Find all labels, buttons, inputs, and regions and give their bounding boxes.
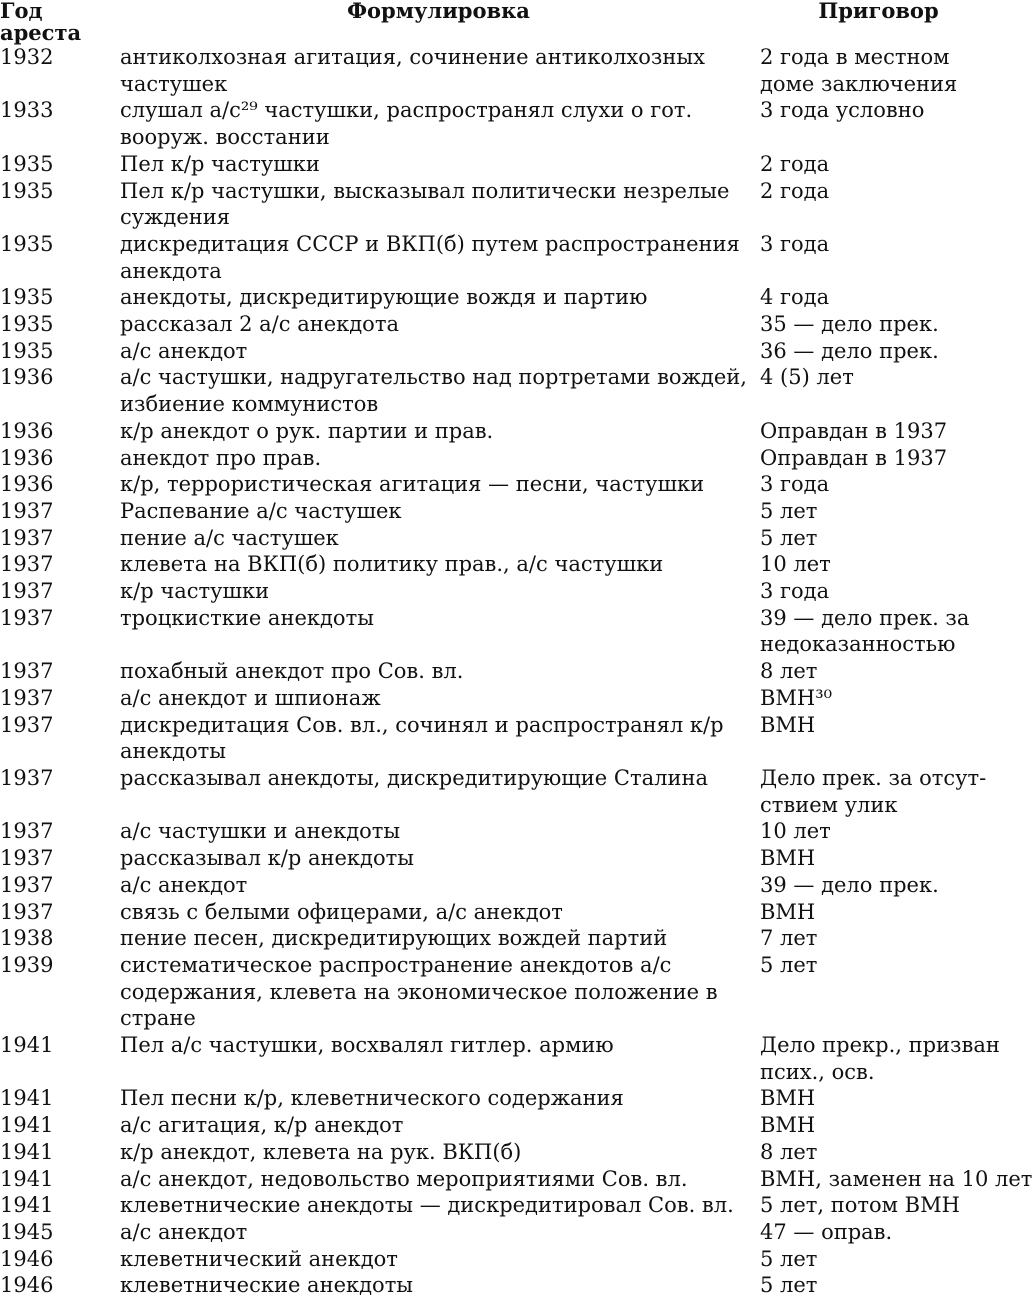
table-row [0, 284, 1000, 311]
cell-formulation: антиколхозная агитация, сочинение антиколхозных частушек [120, 45, 705, 96]
cell-year: 1941 [0, 1113, 54, 1138]
cell-sentence: 3 года [760, 579, 830, 604]
cell-formulation: к/р анекдот о рук. партии и прав. [120, 418, 494, 443]
table-row [0, 445, 1000, 472]
header-row [0, 0, 1000, 44]
cell-formulation: анекдот про прав. [120, 445, 322, 470]
table-row [0, 1032, 1000, 1085]
cell-formulation: слушал а/с²⁹ частушки, распространял слухи о гот. вооруж. восстании [120, 98, 693, 150]
cell-sentence: 5 лет, потом ВМН [760, 1193, 960, 1218]
cell-year: 1945 [0, 1219, 54, 1244]
cell-formulation: клеветнический анекдот [120, 1246, 398, 1271]
cell-formulation: к/р частушки [120, 579, 270, 604]
header-year: Год ареста [0, 0, 82, 45]
cell-sentence: ВМН³⁰ [760, 685, 833, 710]
cell-year: 1936 [0, 365, 54, 390]
cell-sentence: 8 лет [760, 659, 818, 684]
table-row [0, 845, 1000, 872]
cell-year: 1937 [0, 819, 54, 844]
cell-year: 1938 [0, 926, 54, 951]
cell-year: 1939 [0, 952, 54, 977]
table-row [0, 925, 1000, 952]
cell-formulation: а/с анекдот [120, 338, 248, 363]
cell-sentence: ВМН [760, 1113, 816, 1138]
cell-year: 1937 [0, 685, 54, 710]
cell-year: 1936 [0, 472, 54, 497]
cell-formulation: а/с анекдот [120, 872, 248, 897]
cell-year: 1937 [0, 765, 54, 790]
cell-sentence: 7 лет [760, 926, 818, 951]
table-row [0, 231, 1000, 284]
cell-sentence: ВМН [760, 712, 816, 737]
table-row [0, 658, 1000, 685]
cell-formulation: троцкисткие анекдоты [120, 605, 374, 630]
cell-formulation: пение а/с частушек [120, 525, 339, 550]
table-row [0, 97, 1000, 150]
table-row [0, 1192, 1000, 1219]
cell-sentence: Дело прек. за отсут- ствием улик [760, 765, 987, 817]
cell-year: 1933 [0, 98, 54, 123]
table-row [0, 578, 1000, 605]
cell-sentence: 5 лет [760, 1273, 818, 1298]
cell-sentence: 4 года [760, 285, 830, 310]
cell-sentence: ВМН [760, 1086, 816, 1111]
cell-formulation: Пел песни к/р, клеветнического содержания [120, 1086, 624, 1111]
table-row [0, 471, 1000, 498]
cell-year: 1936 [0, 418, 54, 443]
cell-sentence: 10 лет [760, 819, 831, 844]
cell-year: 1937 [0, 659, 54, 684]
cell-formulation: а/с частушки, надругательство над портретами вождей, избиение коммунистов [120, 365, 747, 417]
header-sentence: Приговор [818, 0, 939, 23]
cell-formulation: рассказывал к/р анекдоты [120, 846, 414, 871]
table-body [0, 44, 1032, 1299]
cell-year: 1941 [0, 1033, 54, 1058]
table-row [0, 364, 1000, 417]
cell-formulation: клеветнические анекдоты [120, 1273, 414, 1298]
cell-sentence: 2 года в местном доме заключения [760, 45, 958, 96]
cell-formulation: дискредитация СССР и ВКП(б) путем распространения анекдота [120, 231, 740, 283]
table-row [0, 765, 1000, 818]
cell-sentence: Дело прекр., призван псих., осв. [760, 1033, 1000, 1084]
cell-sentence: 3 года [760, 472, 830, 497]
cell-formulation: к/р, террористическая агитация — песни, частушки [120, 472, 705, 497]
cell-year: 1946 [0, 1246, 54, 1271]
table-row [0, 605, 1000, 658]
cell-year: 1937 [0, 872, 54, 897]
cell-formulation: анекдоты, дискредитирующие вождя и партию [120, 285, 648, 310]
cell-sentence: ВМН [760, 846, 816, 871]
cell-sentence: Оправдан в 1937 [760, 445, 948, 470]
cell-year: 1935 [0, 178, 54, 203]
cell-formulation: систематическое распространение анекдотов а/с содержания, клевета на экономическое положение в стране [120, 952, 718, 1031]
cell-formulation: связь с белыми офицерами, а/с анекдот [120, 899, 563, 924]
cell-formulation: пение песен, дискредитирующих вождей партий [120, 926, 668, 951]
cell-sentence: 5 лет [760, 952, 818, 977]
cell-sentence: 5 лет [760, 1246, 818, 1271]
table-header [0, 0, 1000, 44]
cell-year: 1941 [0, 1166, 54, 1191]
table-row [0, 1272, 1000, 1299]
table-row [0, 1112, 1000, 1139]
cell-sentence: 3 года [760, 231, 830, 256]
table-row [0, 1219, 1000, 1246]
header-formulation: Формулировка [347, 0, 530, 23]
table-row [0, 525, 1000, 552]
table-row [0, 1246, 1000, 1273]
table-row [0, 1085, 1000, 1112]
table-row [0, 338, 1000, 365]
cell-year: 1936 [0, 445, 54, 470]
table-row [0, 551, 1000, 578]
cell-sentence: 35 — дело прек. [760, 312, 939, 337]
cell-year: 1935 [0, 285, 54, 310]
cell-formulation: дискредитация Сов. вл., сочинял и распространял к/р анекдоты [120, 712, 724, 764]
cell-year: 1935 [0, 151, 54, 176]
cell-sentence: 39 — дело прек. за недоказанностью [760, 605, 970, 657]
cell-sentence: 36 — дело прек. [760, 338, 939, 363]
cell-formulation: похабный анекдот про Сов. вл. [120, 659, 464, 684]
cell-sentence: 2 года [760, 151, 830, 176]
table-row [0, 151, 1000, 178]
cell-year: 1937 [0, 899, 54, 924]
cell-year: 1946 [0, 1273, 54, 1298]
cell-year: 1941 [0, 1086, 54, 1111]
cell-year: 1937 [0, 552, 54, 577]
cell-sentence: ВМН, заменен на 10 лет [760, 1166, 1032, 1191]
cell-year: 1932 [0, 45, 54, 69]
cell-formulation: Пел к/р частушки, высказывал политически незрелые суждения [120, 178, 730, 230]
table-row [0, 712, 1000, 765]
cell-formulation: Пел к/р частушки [120, 151, 320, 176]
table-row [0, 44, 1000, 97]
cell-sentence: 2 года [760, 178, 830, 203]
table-row [0, 1166, 1000, 1193]
cell-formulation: клеветнические анекдоты — дискредитировал Сов. вл. [120, 1193, 734, 1218]
cell-year: 1937 [0, 579, 54, 604]
cell-formulation: Пел а/с частушки, восхвалял гитлер. армию [120, 1033, 614, 1058]
cell-sentence: ВМН [760, 899, 816, 924]
table-row [0, 178, 1000, 231]
cell-sentence: 4 (5) лет [760, 365, 854, 390]
cell-sentence: 10 лет [760, 552, 831, 577]
cell-year: 1937 [0, 846, 54, 871]
cell-formulation: а/с частушки и анекдоты [120, 819, 401, 844]
cell-formulation: а/с анекдот, недовольство мероприятиями Сов. вл. [120, 1166, 688, 1191]
cell-sentence: 8 лет [760, 1139, 818, 1164]
cell-year: 1937 [0, 605, 54, 630]
cell-year: 1935 [0, 231, 54, 256]
cell-formulation: рассказывал анекдоты, дискредитирующие Сталина [120, 765, 708, 790]
cell-formulation: к/р анекдот, клевета на рук. ВКП(б) [120, 1139, 522, 1164]
table-row [0, 952, 1000, 1032]
table-row [0, 899, 1000, 926]
cell-sentence: 5 лет [760, 498, 818, 523]
cell-year: 1937 [0, 498, 54, 523]
cell-sentence: 5 лет [760, 525, 818, 550]
cell-sentence: Оправдан в 1937 [760, 418, 948, 443]
cell-formulation: а/с анекдот [120, 1219, 248, 1244]
cell-formulation: Распевание а/с частушек [120, 498, 402, 523]
table-row [0, 818, 1000, 845]
cell-sentence: 47 — оправ. [760, 1219, 893, 1244]
cell-formulation: рассказал 2 а/с анекдота [120, 312, 399, 337]
table-row [0, 311, 1000, 338]
cell-year: 1935 [0, 338, 54, 363]
cell-year: 1941 [0, 1139, 54, 1164]
cell-formulation: а/с анекдот и шпионаж [120, 685, 381, 710]
cell-formulation: клевета на ВКП(б) политику прав., а/с частушки [120, 552, 664, 577]
cell-year: 1935 [0, 312, 54, 337]
table-row [0, 1139, 1000, 1166]
table-row [0, 685, 1000, 712]
table-row [0, 872, 1000, 899]
table-row [0, 498, 1000, 525]
cell-year: 1941 [0, 1193, 54, 1218]
cell-year: 1937 [0, 712, 54, 737]
cell-formulation: а/с агитация, к/р анекдот [120, 1113, 404, 1138]
cell-sentence: 39 — дело прек. [760, 872, 939, 897]
cell-year: 1937 [0, 525, 54, 550]
cell-sentence: 3 года условно [760, 98, 925, 123]
table-row [0, 418, 1000, 445]
